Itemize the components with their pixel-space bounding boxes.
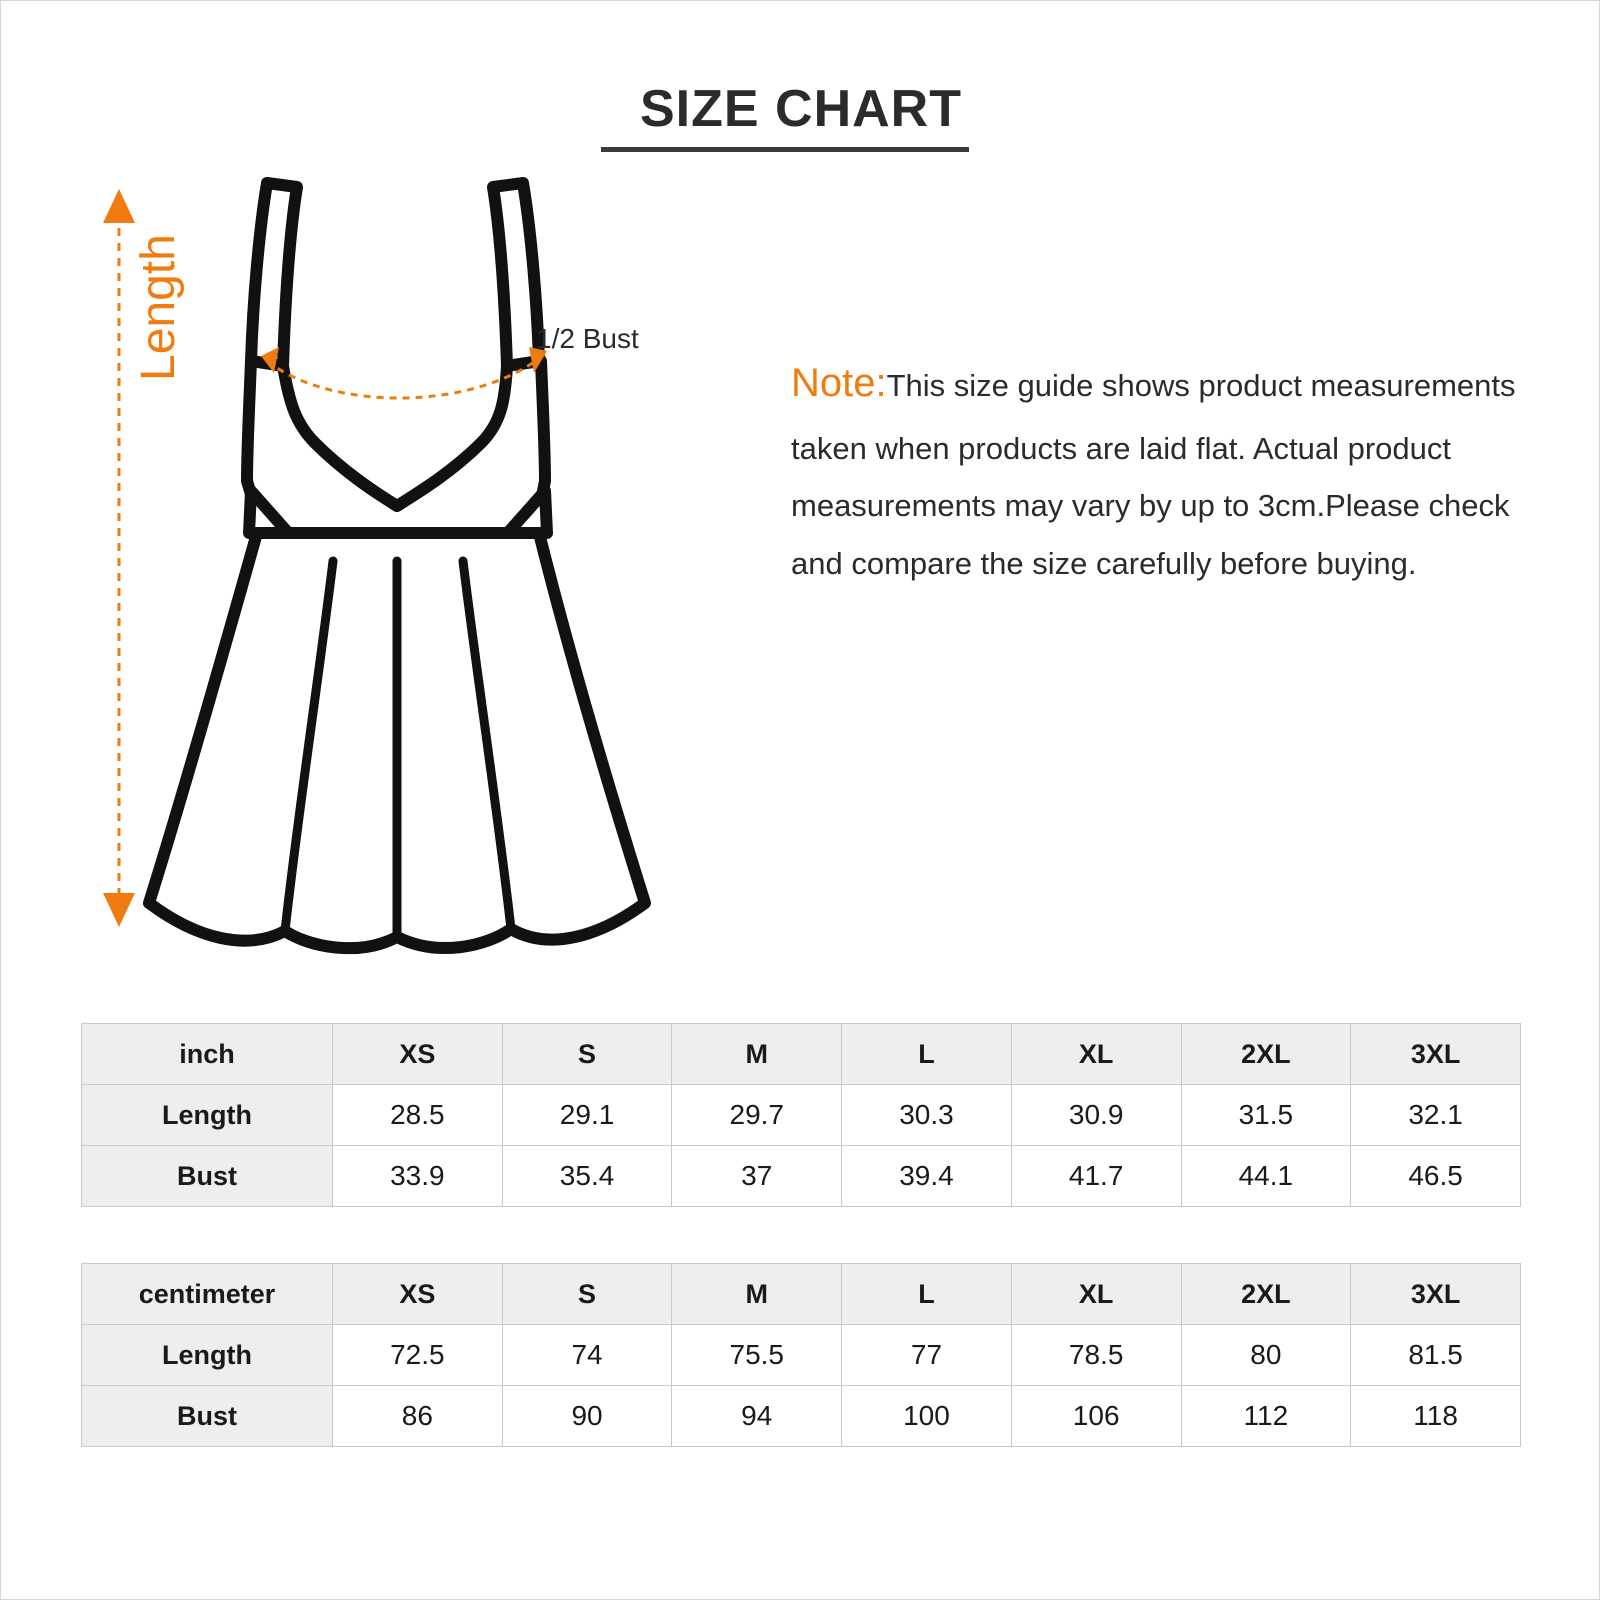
cell-cm-bust-xs: 86 (333, 1386, 503, 1447)
cell-inch-bust-m: 37 (672, 1146, 842, 1207)
col-header-xs: XS (333, 1264, 503, 1325)
col-header-m: M (672, 1024, 842, 1085)
row-label-bust: Bust (82, 1386, 333, 1447)
cell-inch-length-xl: 30.9 (1011, 1085, 1181, 1146)
note-body: This size guide shows product measurements taken when products are laid flat. Actual product measurements may vary by up to 3cm.Please check and compare the size carefully before buying. (791, 368, 1516, 581)
table-row (82, 1146, 1521, 1207)
cell-inch-length-l: 30.3 (842, 1085, 1012, 1146)
cell-inch-length-2xl: 31.5 (1181, 1085, 1351, 1146)
cell-cm-bust-l: 100 (842, 1386, 1012, 1447)
cell-inch-bust-l: 39.4 (842, 1146, 1012, 1207)
cell-cm-bust-xl: 106 (1011, 1386, 1181, 1447)
cell-inch-bust-3xl: 46.5 (1351, 1146, 1521, 1207)
table-row (82, 1386, 1521, 1447)
title-underline (601, 147, 969, 152)
cell-inch-bust-xl: 41.7 (1011, 1146, 1181, 1207)
col-header-xl: XL (1011, 1264, 1181, 1325)
col-header-l: L (842, 1024, 1012, 1085)
col-header-3xl: 3XL (1351, 1264, 1521, 1325)
table-header-row (82, 1024, 1521, 1085)
col-header-xs: XS (333, 1024, 503, 1085)
unit-label-inch: inch (82, 1024, 333, 1085)
row-label-length: Length (82, 1085, 333, 1146)
cell-cm-length-m: 75.5 (672, 1325, 842, 1386)
cell-cm-bust-2xl: 112 (1181, 1386, 1351, 1447)
row-label-bust: Bust (82, 1146, 333, 1207)
table-row (82, 1325, 1521, 1386)
cell-inch-bust-xs: 33.9 (333, 1146, 503, 1207)
length-label: Length (132, 234, 185, 381)
col-header-3xl: 3XL (1351, 1024, 1521, 1085)
cell-cm-bust-3xl: 118 (1351, 1386, 1521, 1447)
row-label-length: Length (82, 1325, 333, 1386)
note-block (791, 346, 1521, 592)
page-title: SIZE CHART (640, 80, 962, 138)
unit-label-centimeter: centimeter (82, 1264, 333, 1325)
cell-cm-length-2xl: 80 (1181, 1325, 1351, 1386)
cm-size-table (81, 1263, 1521, 1447)
cell-cm-length-xl: 78.5 (1011, 1325, 1181, 1386)
inch-table-wrapper (81, 1023, 1521, 1207)
cell-cm-bust-s: 90 (502, 1386, 672, 1447)
col-header-2xl: 2XL (1181, 1264, 1351, 1325)
cell-cm-length-xs: 72.5 (333, 1325, 503, 1386)
cell-cm-bust-m: 94 (672, 1386, 842, 1447)
cell-inch-length-3xl: 32.1 (1351, 1085, 1521, 1146)
note-heading: Note: (791, 361, 887, 405)
cell-inch-length-m: 29.7 (672, 1085, 842, 1146)
cell-inch-length-xs: 28.5 (333, 1085, 503, 1146)
cell-cm-length-l: 77 (842, 1325, 1012, 1386)
col-header-s: S (502, 1024, 672, 1085)
cell-cm-length-s: 74 (502, 1325, 672, 1386)
cell-inch-length-s: 29.1 (502, 1085, 672, 1146)
col-header-l: L (842, 1264, 1012, 1325)
cell-inch-bust-s: 35.4 (502, 1146, 672, 1207)
col-header-m: M (672, 1264, 842, 1325)
table-header-row (82, 1264, 1521, 1325)
bust-label: 1/2 Bust (536, 323, 639, 354)
cm-table-wrapper (81, 1263, 1521, 1447)
col-header-xl: XL (1011, 1024, 1181, 1085)
cell-inch-bust-2xl: 44.1 (1181, 1146, 1351, 1207)
col-header-2xl: 2XL (1181, 1024, 1351, 1085)
inch-size-table (81, 1023, 1521, 1207)
table-row (82, 1085, 1521, 1146)
col-header-s: S (502, 1264, 672, 1325)
cell-cm-length-3xl: 81.5 (1351, 1325, 1521, 1386)
